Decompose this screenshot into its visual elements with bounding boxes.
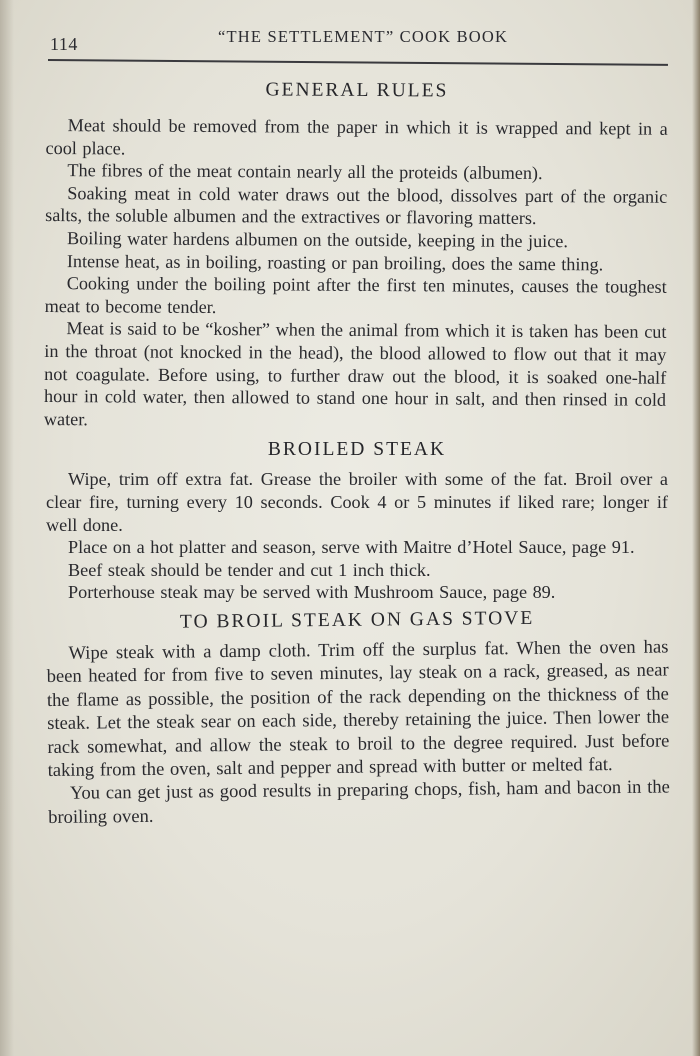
paragraph: Place on a hot platter and season, serve with Maitre d’Hotel Sauce, page 91.	[68, 537, 635, 558]
paragraph: Soaking meat in cold water draws out the blood, dissolves part of the organic salts, the soluble albumen and the extractives or flavoring matters.	[45, 182, 668, 229]
paragraph: Beef steak should be tender and cut 1 inch thick.	[68, 559, 431, 580]
section-heading: GENERAL RULES	[265, 79, 449, 102]
paragraph: Porterhouse steak may be served with Mushroom Sauce, page 89.	[68, 582, 556, 603]
running-title: “THE SETTLEMENT” COOK BOOK	[218, 27, 509, 46]
paragraph: Boiling water hardens albumen on the outside, keeping in the juice.	[66, 228, 569, 252]
paragraph: You can get just as good results in preparing chops, fish, ham and bacon in the broiling oven.	[48, 776, 670, 828]
paragraph: Cooking under the boiling point after the first ten minutes, causes the toughest meat to become tender.	[44, 273, 667, 317]
page-header	[50, 26, 670, 56]
paragraph: Intense heat, as in boiling, roasting or pan broiling, does the same thing.	[66, 250, 604, 274]
page-edge	[692, 0, 700, 1056]
paragraph: The fibres of the meat contain nearly all the proteids (albumen).	[67, 160, 543, 184]
section-gas-stove	[46, 606, 670, 829]
section-heading: TO BROIL STEAK ON GAS STOVE	[179, 607, 535, 633]
binding-shadow	[0, 0, 14, 1056]
section-heading: BROILED STEAK	[267, 439, 447, 461]
paragraph: Wipe steak with a damp cloth. Trim off the surplus fat. When the oven has been heated for from five to seven minutes, lay steak on a rack, greased, as near the flame as possible, the position of the rack depending on the thickness of the steak. Let the steak sear on each side, thereby retaining the juice. Then lower the rack somewhat, and allow the steak to broil to the degree required. Just before taking from the oven, salt and pepper and spread with butter or melted fat.	[46, 636, 670, 781]
paragraph: Wipe, trim off extra fat. Grease the broiler with some of the fat. Broil over a clear fire, turning every 10 seconds. Cook 4 or 5 minutes if liked rare; longer if well done.	[46, 469, 668, 535]
paragraph: Meat is said to be “kosher” when the animal from which it is taken has been cut in the throat (not knocked in the head), the blood allowed to flow out that it may not coagulate. Before using, to further draw out the blood, it is soaked one-half hour in cold water, then allowed to stand one hour in salt, and then rinsed in cold water.	[43, 318, 667, 429]
section-general-rules	[44, 78, 668, 434]
section-broiled-steak	[46, 439, 668, 604]
header-rule	[48, 59, 668, 66]
page-body	[43, 78, 670, 829]
paragraph: Meat should be removed from the paper in which it is wrapped and kept in a cool place.	[45, 115, 668, 159]
page-number: 114	[50, 34, 78, 54]
